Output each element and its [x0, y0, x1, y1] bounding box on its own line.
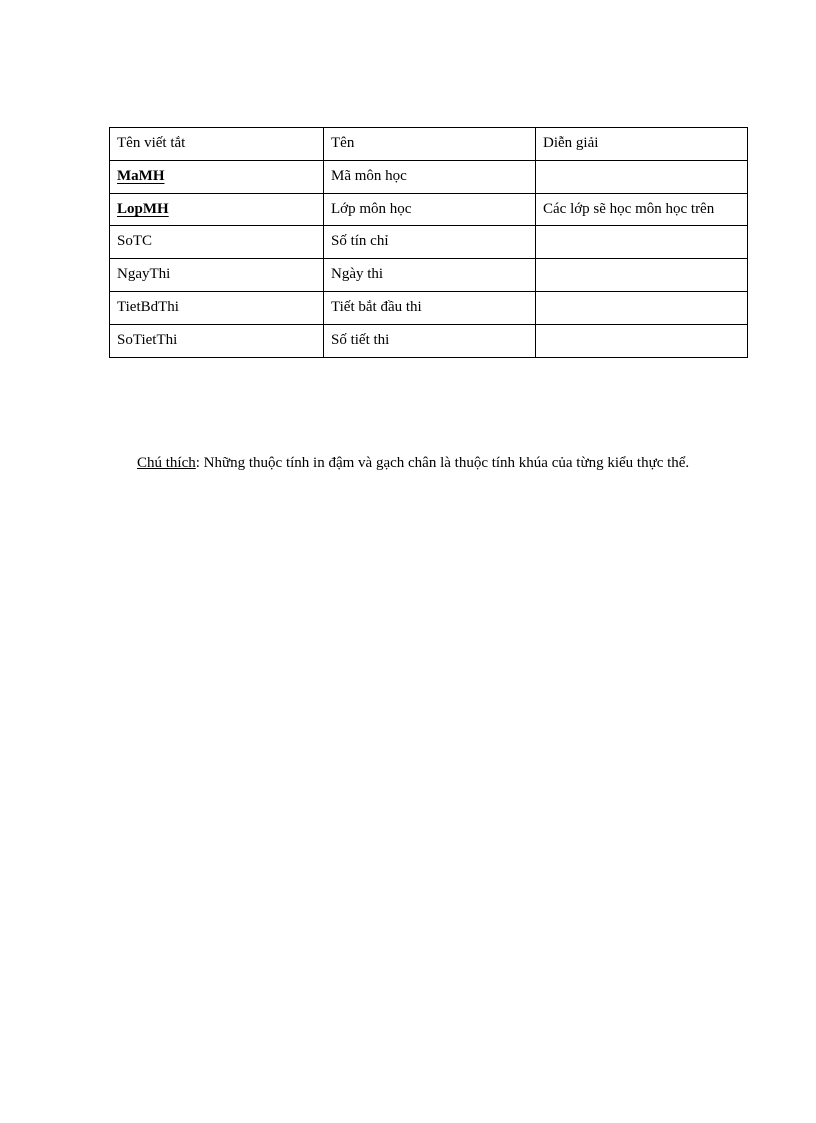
- cell-name: Số tiết thi: [324, 325, 536, 358]
- cell-abbreviation: [110, 161, 324, 194]
- table-row: [110, 226, 748, 259]
- attribute-table: [109, 127, 748, 358]
- note-text: Những thuộc tính in đậm và gạch chân là thuộc tính khúa của từng kiểu thực thể.: [199, 455, 690, 471]
- note-paragraph: [116, 451, 738, 476]
- key-attribute: MaMH: [117, 168, 165, 184]
- cell-name: Số tín chỉ: [324, 226, 536, 259]
- table-row: [110, 292, 748, 325]
- header-description: Diễn giải: [536, 128, 748, 161]
- cell-name: Mã môn học: [324, 161, 536, 194]
- header-name: Tên: [324, 128, 536, 161]
- cell-description: [536, 226, 748, 259]
- cell-abbreviation: [110, 194, 324, 226]
- note-separator: :: [195, 455, 200, 471]
- table-header-row: [110, 128, 748, 161]
- cell-abbreviation: TietBdThi: [110, 292, 324, 325]
- cell-description: [536, 325, 748, 358]
- cell-abbreviation: SoTC: [110, 226, 324, 259]
- key-attribute: LopMH: [117, 201, 169, 217]
- note-label: Chú thích: [137, 455, 196, 471]
- table-row: [110, 259, 748, 292]
- cell-name: Lớp môn học: [324, 194, 536, 226]
- cell-abbreviation: SoTietThi: [110, 325, 324, 358]
- table-row: [110, 194, 748, 226]
- table-row: [110, 161, 748, 194]
- header-abbreviation: Tên viết tắt: [110, 128, 324, 161]
- cell-name: Tiết bắt đầu thi: [324, 292, 536, 325]
- table-row: [110, 325, 748, 358]
- cell-name: Ngày thi: [324, 259, 536, 292]
- cell-description: [536, 292, 748, 325]
- cell-description: Các lớp sẽ học môn học trên: [536, 194, 748, 226]
- cell-description: [536, 161, 748, 194]
- cell-description: [536, 259, 748, 292]
- cell-abbreviation: NgayThi: [110, 259, 324, 292]
